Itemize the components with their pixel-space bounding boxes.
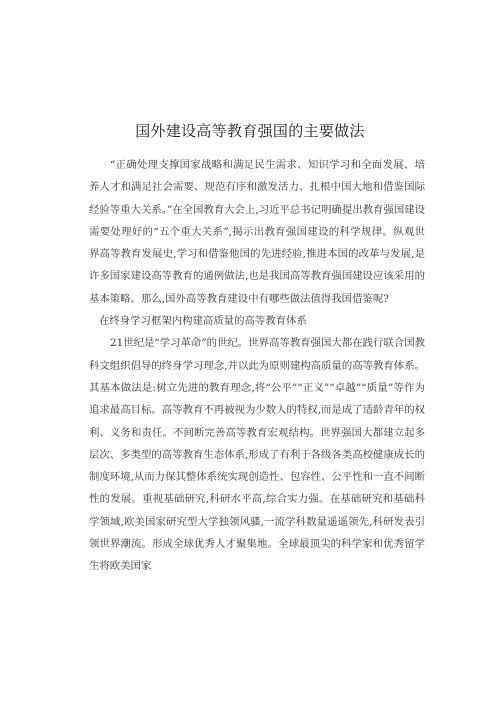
- document-title: 国外建设高等教育强国的主要做法: [135, 122, 365, 140]
- section-heading: 在终身学习框架内构建高质量的高等教育体系: [99, 315, 307, 328]
- document-body: [89, 154, 425, 578]
- section-paragraph: 21世纪是“学习革命”的世纪。世界高等教育强国大都在践行联合国教科文组织倡导的终身学习理念,并以此为原则建构高质量的高等教育体系。其基本做法是:树立先进的教育理念,将“公平”“正义”“卓越”“质量”等作为追求最高目标。高等教育不再被视为少数人的特权,而是成了适龄青年的权利、义务和责任。不间断完善高等教育宏观结构。世界强国大都建立起多层次、多类型的高等教育生态体系,形成了有利于各级各类高校健康成长的制度环境,从而力保其整体系统实现创造性、包容性、公平性和一直不间断性的发展。重视基础研究,科研水平高,综合实力强。在基础研究和基础科学领域,欧美国家研究型大学独领风骚,一流学科数量遥遥领先,科研发表引领世界潮流。形成全球优秀人才聚集地。全球最顶尖的科学家和优秀留学生将欧美国家: [89, 337, 425, 573]
- intro-paragraph: “正确处理支撑国家战略和满足民生需求、知识学习和全面发展、培养人才和满足社会需要、规范有序和激发活力、扎根中国大地和借鉴国际经验等重大关系。”在全国教育大会上,习近平总书记明确提出教育强国建设需要处理好的“五个重大关系”,揭示出教育强国建设的科学规律。纵观世界高等教育发展史,学习和借鉴他国的先进经验,推进本国的改革与发展,是许多国家建设高等教育的通例做法,也是我国高等教育强国建设应该采用的基本策略。那么,国外高等教育建设中有哪些做法值得我国借鉴呢?: [89, 159, 425, 305]
